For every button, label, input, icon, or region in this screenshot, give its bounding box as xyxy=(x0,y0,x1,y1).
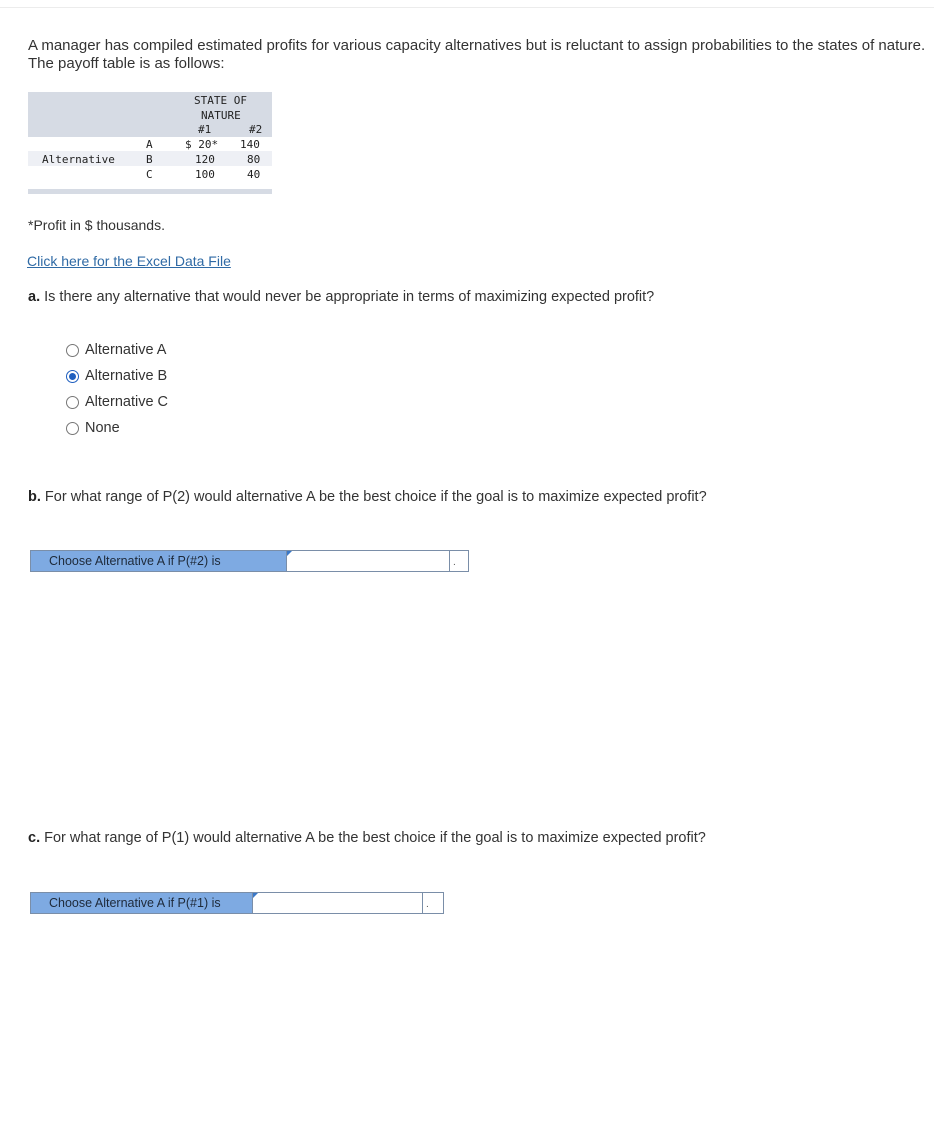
answer-row-b xyxy=(30,550,469,572)
question-c xyxy=(28,830,706,846)
alt-b-state2: 80 xyxy=(247,153,261,166)
answer-b-label: Choose Alternative A if P(#2) is xyxy=(31,551,286,571)
option-label: Alternative C xyxy=(85,394,169,410)
top-divider xyxy=(0,7,934,8)
question-a xyxy=(28,289,654,305)
column-header-1: #1 xyxy=(198,123,212,136)
option-alternative-a[interactable] xyxy=(66,341,166,359)
alt-b-label: B xyxy=(146,153,153,166)
answer-c-label: Choose Alternative A if P(#1) is xyxy=(31,893,252,913)
answer-row-c xyxy=(30,892,444,914)
radio-none[interactable] xyxy=(66,422,79,435)
option-label: Alternative B xyxy=(85,368,168,384)
option-label: Alternative A xyxy=(85,342,167,358)
option-none[interactable] xyxy=(66,419,120,437)
question-b-text: For what range of P(2) would alternative A be the best choice if the goal is to maximize expected profit? xyxy=(44,489,707,505)
answer-b-input[interactable] xyxy=(286,551,449,571)
radio-alternative-c[interactable] xyxy=(66,396,79,409)
answer-c-suffix: . xyxy=(422,893,443,913)
alt-c-label: C xyxy=(146,168,153,181)
column-header-2: #2 xyxy=(249,123,263,136)
question-b xyxy=(28,489,707,505)
question-a-text: Is there any alternative that would never be appropriate in terms of maximizing expected profit? xyxy=(44,289,655,305)
question-b-letter: b. xyxy=(28,489,41,505)
alt-c-state1: 100 xyxy=(195,168,215,181)
excel-data-link[interactable]: Click here for the Excel Data File xyxy=(27,253,231,269)
option-label: None xyxy=(85,420,120,436)
option-alternative-b[interactable] xyxy=(66,367,167,385)
alt-a-label: A xyxy=(146,138,153,151)
alternative-row-label: Alternative xyxy=(42,153,115,166)
question-a-letter: a. xyxy=(28,289,41,305)
alt-a-state2: 140 xyxy=(240,138,260,151)
table-footer-band xyxy=(28,189,272,194)
answer-c-input[interactable] xyxy=(252,893,422,913)
option-alternative-c[interactable] xyxy=(66,393,168,411)
state-header-line2: NATURE xyxy=(201,109,241,122)
radio-alternative-a[interactable] xyxy=(66,344,79,357)
radio-alternative-b[interactable] xyxy=(66,370,79,383)
alt-b-state1: 120 xyxy=(195,153,215,166)
state-header-line1: STATE OF xyxy=(194,94,247,107)
alt-a-state1: $ 20* xyxy=(185,138,219,151)
alt-c-state2: 40 xyxy=(247,168,261,181)
profit-footnote: *Profit in $ thousands. xyxy=(28,217,165,233)
question-c-text: For what range of P(1) would alternative A be the best choice if the goal is to maximize expected profit? xyxy=(44,830,706,846)
problem-intro: A manager has compiled estimated profits for various capacity alternatives but is reluctant to assign probabilities to the states of nature. The payoff table is as follows: xyxy=(28,37,926,72)
answer-b-suffix: . xyxy=(449,551,468,571)
question-c-letter: c. xyxy=(28,830,41,846)
payoff-table xyxy=(28,92,272,194)
